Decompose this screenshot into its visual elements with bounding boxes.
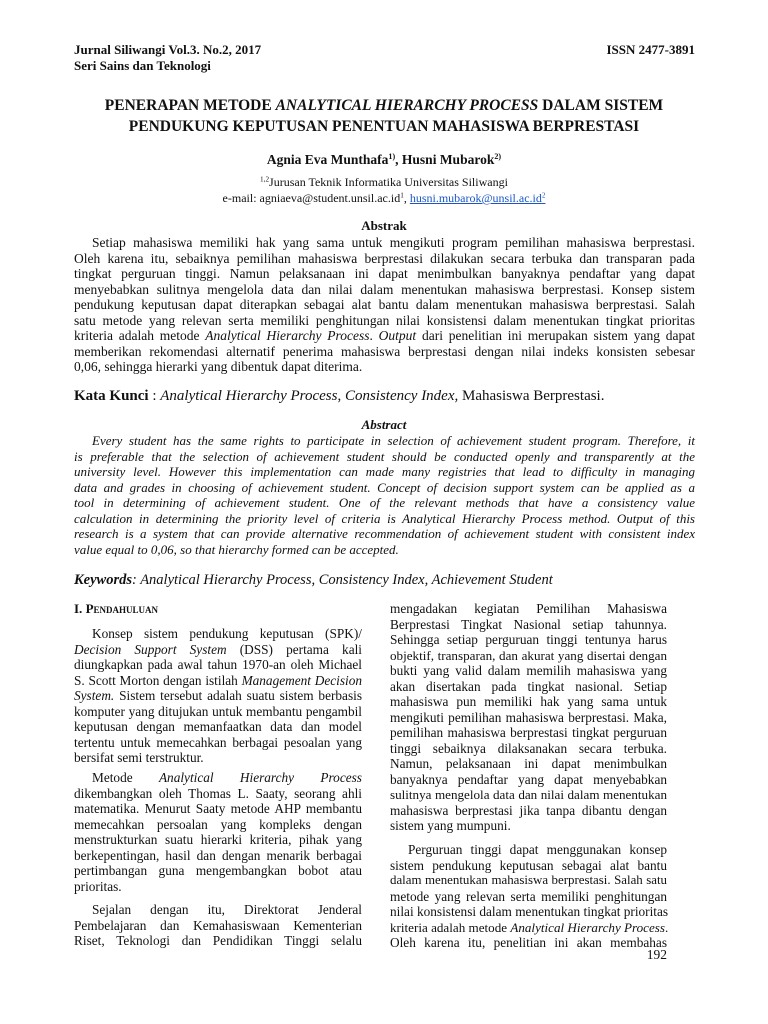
kata-kunci-item: Analytical Hierarchy Process [160, 388, 338, 404]
text-segment: keputusan dengan memanfaatkan data dan model [74, 719, 362, 734]
text-line [74, 735, 362, 751]
text-segment: Konsep sistem pendukung keputusan (SPK)/ [92, 626, 362, 641]
left-paragraph-3 [74, 902, 362, 949]
text-line [74, 657, 362, 673]
title-italic-text: ANALYTICAL HIERARCHY PROCESS [275, 97, 539, 114]
affiliation-line [0, 174, 768, 190]
journal-header [74, 42, 261, 74]
kata-kunci [74, 387, 604, 405]
text-segment: bukti yang valid dalam memilih mahasiswa yang [390, 663, 667, 678]
text-segment: memberikan rekomendasi alternatif penerima mahasiswa berprestasi dengan nilai indeks konsisten sebesar [74, 343, 695, 359]
text-line [390, 601, 667, 617]
text-segment: berkepentingan, hasil dan dengan menarik berbagai [74, 847, 362, 863]
text-line [390, 710, 667, 726]
text-segment: Perguruan tinggi dapat menggunakan konsep [408, 842, 667, 857]
section-number: I. [74, 601, 86, 616]
text-segment: bersifat semi terstruktur. [74, 750, 204, 765]
author-1-sup: 1) [388, 152, 396, 162]
text-line [390, 803, 667, 819]
text-line [74, 464, 695, 480]
text-line [74, 719, 362, 735]
text-segment: research is a system that can provide alternative recommendation of achievement student with consistent index [74, 526, 695, 541]
affiliation-text: Jurusan Teknik Informatika Universitas Siliwangi [269, 175, 508, 189]
title-text: PENERAPAN METODE [104, 97, 276, 114]
text-segment: value equal to 0,06, so that hierarchy formed can be accepted. [74, 541, 399, 557]
italic-text: Analytical Hierarchy Process [158, 770, 362, 785]
text-line [74, 297, 695, 313]
italic-text: System. [74, 688, 115, 703]
text-line [390, 904, 667, 920]
author-separator: , [395, 152, 402, 167]
email-2-text[interactable]: husni.mubarok@unsil.ac.id [409, 191, 542, 205]
journal-name: Jurnal Siliwangi Vol.3. No.2, 2017 [74, 42, 262, 57]
text-segment: S. Scott Morton dengan istilah [74, 672, 242, 688]
text-line [390, 756, 667, 772]
title-line-1 [0, 95, 768, 116]
text-line [74, 313, 695, 329]
text-line [74, 918, 362, 934]
authors [0, 151, 768, 169]
kata-kunci-sep: : [148, 388, 161, 404]
text-line [390, 889, 667, 905]
text-segment: Pembelajaran dan Kemahasiswaan Kementerian [74, 917, 362, 933]
text-line [74, 526, 695, 542]
text-segment: dalam menentukan mahasiswa berprestasi. Salah satu [390, 873, 667, 887]
section-title: Pendahuluan [85, 601, 159, 616]
text-line [74, 480, 695, 496]
text-segment: Oleh karena itu, sebaiknya pemilihan mahasiswa berprestasi dilakukan secara terbuka dan transparan pada [74, 250, 695, 266]
text-line [74, 832, 362, 848]
abstract-heading: Abstract [361, 417, 407, 432]
text-line [390, 935, 667, 951]
section-heading [74, 601, 158, 617]
italic-text: Decision Support System [74, 641, 227, 657]
text-segment: akan disertakan pada tingkat nasional. Setiap [390, 678, 667, 694]
author-1: Agnia Eva Munthafa [266, 152, 389, 167]
text-segment: Metode [92, 770, 159, 785]
text-segment: memecahkan persoalan yang kompleks dengan [74, 816, 362, 832]
author-2-sup: 2) [494, 152, 502, 162]
text-line [74, 770, 362, 786]
text-segment: Sistem tersebut adalah suatu sistem berbasis [114, 688, 362, 703]
text-segment: metode yang relevan serta memiliki penghitungan [390, 888, 667, 904]
text-segment: Sehingga setiap perguruan tinggi tentunya harus [390, 632, 667, 647]
text-segment: sistem yang mumpuni. [390, 818, 511, 833]
text-segment: . [369, 328, 379, 343]
text-line [74, 266, 695, 282]
affiliation [0, 174, 768, 206]
keywords-text: : Analytical Hierarchy Process, Consistency Index, Achievement Student [132, 572, 553, 588]
abstrak-body [74, 235, 695, 375]
text-segment: banyaknya pendaftar yang dapat menyebabkan [390, 771, 667, 787]
text-line [74, 235, 695, 251]
keywords [74, 571, 553, 589]
left-paragraph-2 [74, 770, 362, 894]
email-2-sup[interactable]: 2 [541, 191, 546, 200]
text-line [74, 511, 695, 527]
text-segment: mengadakan kegiatan Pemilihan Mahasiswa [390, 601, 667, 616]
text-line [390, 648, 667, 664]
text-line [74, 344, 695, 360]
text-segment: university level. However this implementation can made many registries that lead to difficulty in managing [74, 464, 695, 479]
text-segment: Sejalan dengan itu, Direktorat Jenderal [92, 902, 362, 917]
issn: ISSN 2477-3891 [606, 42, 695, 57]
kata-kunci-label: Kata Kunci [74, 388, 149, 404]
text-line [390, 679, 667, 695]
text-line [390, 617, 667, 633]
email-1-sup: 1 [400, 191, 404, 200]
text-segment: dari penelitian ini merupakan sistem yang dapat [416, 328, 695, 343]
text-line [74, 933, 362, 949]
email-line [0, 190, 768, 206]
text-line [390, 858, 667, 874]
text-segment: mahasiswa pun memiliki hak yang sama untuk [390, 694, 667, 709]
author-2: Husni Mubarok [401, 152, 495, 167]
text-line [390, 787, 667, 803]
text-segment: kriteria adalah metode [390, 919, 511, 935]
text-line [74, 328, 695, 344]
text-segment: mengikuti pemilihan mahasiswa berprestasi. Maka, [390, 709, 667, 725]
text-segment: nilai konsistensi dalam menentukan tingkat prioritas [390, 904, 669, 919]
page-number: 192 [646, 947, 667, 962]
text-line [390, 725, 667, 741]
kata-kunci-item: Mahasiswa Berprestasi. [458, 388, 605, 404]
text-segment: pendukung keputusan dapat diterapkan sebagai alat bantu dalam menentukan mahasiswa berprestasi. Salah [74, 297, 695, 312]
text-line [74, 433, 695, 449]
text-line [74, 495, 695, 511]
text-line [74, 542, 695, 558]
text-segment: matematika. Menurut Saaty metode AHP membantu [74, 801, 362, 816]
text-line [74, 848, 362, 864]
italic-text: Analytical Hierarchy Process [205, 328, 370, 343]
text-segment: Riset, Teknologi dan Pendidikan Tinggi selalu [74, 933, 362, 948]
italic-text: Analytical Hierarchy Process [510, 919, 666, 935]
text-segment: 0,06, sehingga hierarki yang dibentuk dapat diterima. [74, 359, 363, 374]
text-line [390, 818, 667, 834]
text-segment: dikembangkan oleh Thomas L. Saaty, seorang ahli [74, 785, 362, 801]
text-line [390, 920, 667, 936]
text-line [74, 359, 695, 375]
text-line [74, 673, 362, 689]
text-line [390, 772, 667, 788]
text-line [390, 694, 667, 710]
text-line [74, 626, 362, 642]
text-line [74, 251, 695, 267]
text-segment: satu metode yang relevan serta memiliki penghitungan nilai konsistensi dalam menentukan tingkat prioritas [74, 312, 695, 328]
text-segment: tertentu untuk memecahkan berbagai pesoalan yang [74, 734, 362, 750]
text-segment: is preferable that the selection of achievement student should be conducted openly and transparently at the [74, 448, 695, 464]
text-segment: menyebabkan sulitnya mengelola data dan nilai dalam menentukan mahasiswa berprestasi. Konsep sistem [74, 281, 695, 297]
text-line [74, 879, 362, 895]
text-segment: calculation in determining the priority level of criteria is Analytical Hierarchy Process method. Output of this [74, 510, 695, 526]
text-line [74, 786, 362, 802]
affiliation-sup: 1,2 [260, 175, 270, 184]
text-line [390, 741, 667, 757]
text-line [74, 902, 362, 918]
paper-title [0, 95, 768, 137]
text-segment: Setiap mahasiswa memiliki hak yang sama untuk mengikuti program pemilihan mahasiswa berprestasi. [92, 235, 695, 250]
text-line [74, 704, 362, 720]
text-line [74, 449, 695, 465]
title-line-2: PENDUKUNG KEPUTUSAN PENENTUAN MAHASISWA BERPRESTASI [128, 118, 640, 135]
text-segment: objektif, transparan, dan akurat yang disertai dengan [390, 647, 667, 663]
italic-text: Management Decision [241, 672, 362, 688]
text-line [74, 750, 362, 766]
abstrak-heading: Abstrak [361, 218, 407, 233]
title-text: DALAM SISTEM [538, 97, 664, 114]
text-line [390, 842, 667, 858]
text-segment: komputer yang ditujukan untuk membantu pengambil [74, 703, 362, 719]
text-segment: (DSS) pertama kali [226, 641, 362, 657]
text-segment: Berprestasi Tingkat Nasional setiap tahunnya. [390, 616, 667, 632]
text-line [390, 873, 667, 889]
text-line [74, 282, 695, 298]
text-line [74, 642, 362, 658]
text-segment: sistem pendukung keputusan sebagai alat bantu [390, 857, 667, 873]
text-segment: tool in determining of achievement student. One of the relevant methods that have a consistency value [74, 495, 695, 510]
text-line [74, 688, 362, 704]
kata-kunci-item: Consistency Index, [344, 388, 459, 404]
text-segment: pemilihan mahasiswa berprestasi tingkat perguruan [390, 725, 667, 740]
left-paragraph-1 [74, 626, 362, 766]
journal-series: Seri Sains dan Teknologi [74, 58, 211, 73]
keywords-label: Keywords [74, 572, 132, 588]
text-segment: pertimbangan guna mengembangkan bobot atau [74, 863, 362, 878]
right-paragraph-1 [390, 601, 667, 834]
email-separator: , [403, 191, 410, 205]
right-paragraph-2 [390, 842, 667, 951]
text-segment: . [665, 919, 669, 935]
text-segment: prioritas. [74, 878, 122, 894]
text-segment: data and grades in choosing of achievement student. Concept of decision support system can be applied as a [74, 479, 695, 495]
text-line [390, 632, 667, 648]
text-segment: tinggi sebaiknya dilaksanakan secara terbuka. [390, 740, 667, 756]
text-line [74, 817, 362, 833]
text-segment: menstrukturkan suatu hierarki kriteria, pihak yang [74, 832, 362, 847]
text-segment: sulitnya mengelola data dan nilai dalam menentukan [390, 787, 667, 802]
text-segment: tingkat perguruan tinggi. Namun pelaksanaan ini dapat menimbulkan banyaknya pendaftar yang dapat [74, 266, 695, 281]
text-segment: Namun, pelaksanaan ini dapat menimbulkan [390, 756, 667, 771]
text-segment: kriteria adalah metode [74, 328, 206, 343]
text-line [74, 801, 362, 817]
abstract-body [74, 433, 695, 557]
text-segment: mahasiswa berprestasi jika tanpa dibantu dengan [390, 802, 667, 818]
text-segment: Oleh karena itu, penelitian ini akan membahas [390, 935, 667, 950]
email-1: e-mail: agniaeva@student.unsil.ac.id [222, 191, 401, 205]
email-2-link[interactable] [410, 191, 546, 205]
kata-kunci-sep: , [337, 388, 345, 404]
text-line [74, 863, 362, 879]
text-segment: Every student has the same rights to participate in selection of achievement student program. Therefore, it [92, 433, 695, 448]
text-segment: diungkapkan pada awal tahun 1970-an oleh Michael [74, 657, 362, 672]
italic-text: Output [378, 328, 417, 343]
text-line [390, 663, 667, 679]
